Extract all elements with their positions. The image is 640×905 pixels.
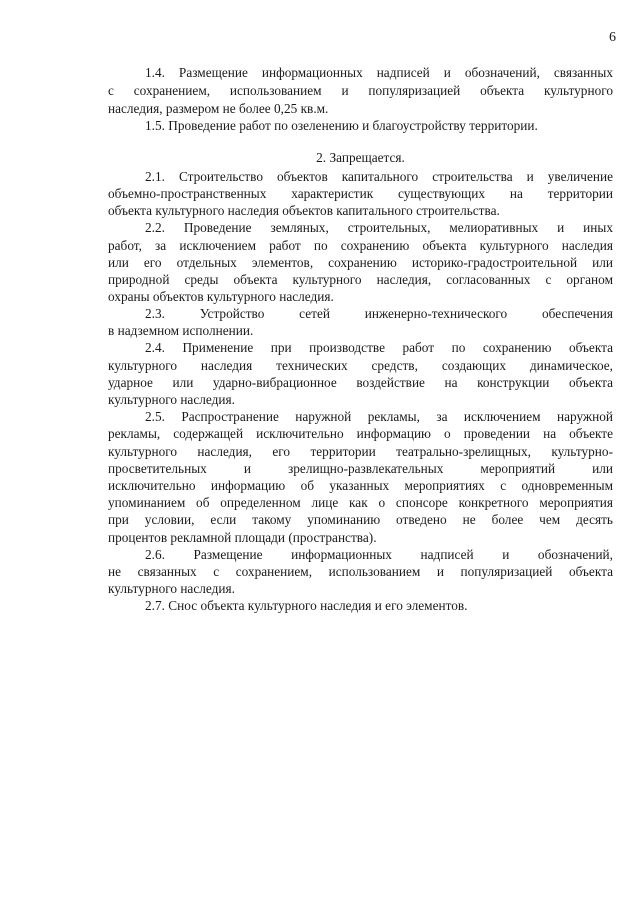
clause-2-5-line-1: 2.5. Распространение наружной рекламы, за исключением наружной: [145, 409, 613, 424]
clause-2-5-line-5: исключительно информацию об указанных мероприятиях с одновременным: [108, 478, 613, 493]
clause-2-6-line-2: не связанных с сохранением, использованием и популяризацией объекта: [108, 564, 613, 579]
page-number: 6: [609, 30, 616, 45]
clause-2-6-line-1: 2.6. Размещение информационных надписей и обозначений,: [145, 547, 613, 562]
clause-1-5-line-1: 1.5. Проведение работ по озеленению и благоустройству территории.: [145, 118, 538, 133]
clause-1-4-line-2: с сохранением, использованием и популяризацией объекта культурного: [108, 83, 613, 98]
clause-2-5-line-7: при условии, если такому упоминанию отведено не более чем десять: [108, 512, 613, 527]
clause-2-2-line-1: 2.2. Проведение земляных, строительных, мелиоративных и иных: [145, 220, 613, 235]
clause-2-5-line-3: культурного наследия, его территории театрально-зрелищных, культурно-: [108, 444, 613, 459]
clause-2-3-line-2: в надземном исполнении.: [108, 323, 254, 338]
clause-2-1-line-3: объекта культурного наследия объектов капитального строительства.: [108, 203, 500, 218]
clause-2-5-line-8: процентов рекламной площади (пространства).: [108, 530, 377, 545]
clause-2-4-line-2: культурного наследия технических средств, создающих динамическое,: [108, 358, 613, 373]
section-heading: 2. Запрещается.: [316, 150, 405, 165]
clause-2-4-line-3: ударное или ударно-вибрационное воздействие на конструкции объекта: [108, 375, 613, 390]
clause-2-2-line-2: работ, за исключением работ по сохранению объекта культурного наследия: [108, 238, 613, 253]
clause-2-2-line-5: охраны объектов культурного наследия.: [108, 289, 334, 304]
clause-2-2-line-4: природной среды объекта культурного наследия, согласованных с органом: [108, 272, 613, 287]
clause-2-1-line-1: 2.1. Строительство объектов капитального строительства и увеличение: [145, 169, 613, 184]
clause-2-6-line-3: культурного наследия.: [108, 581, 235, 596]
clause-2-4-line-4: культурного наследия.: [108, 392, 235, 407]
clause-2-5-line-2: рекламы, содержащей исключительно информацию о проведении на объекте: [108, 426, 613, 441]
clause-2-5-line-6: упоминанием об определенном лице как о спонсоре конкретного мероприятия: [108, 495, 613, 510]
clause-2-4-line-1: 2.4. Применение при производстве работ по сохранению объекта: [145, 340, 613, 355]
clause-2-5-line-4: просветительных и зрелищно-развлекательных мероприятий или: [108, 461, 613, 476]
clause-2-2-line-3: или его отдельных элементов, сохранению историко-градостроительной или: [108, 255, 613, 270]
clause-2-1-line-2: объемно-пространственных характеристик существующих на территории: [108, 186, 613, 201]
clause-1-4-line-3: наследия, размером не более 0,25 кв.м.: [108, 101, 329, 116]
clause-2-3-line-1: 2.3. Устройство сетей инженерно-технического обеспечения: [145, 306, 613, 321]
clause-2-7-line-1: 2.7. Снос объекта культурного наследия и его элементов.: [145, 598, 468, 613]
clause-1-4-line-1: 1.4. Размещение информационных надписей и обозначений, связанных: [145, 65, 613, 80]
